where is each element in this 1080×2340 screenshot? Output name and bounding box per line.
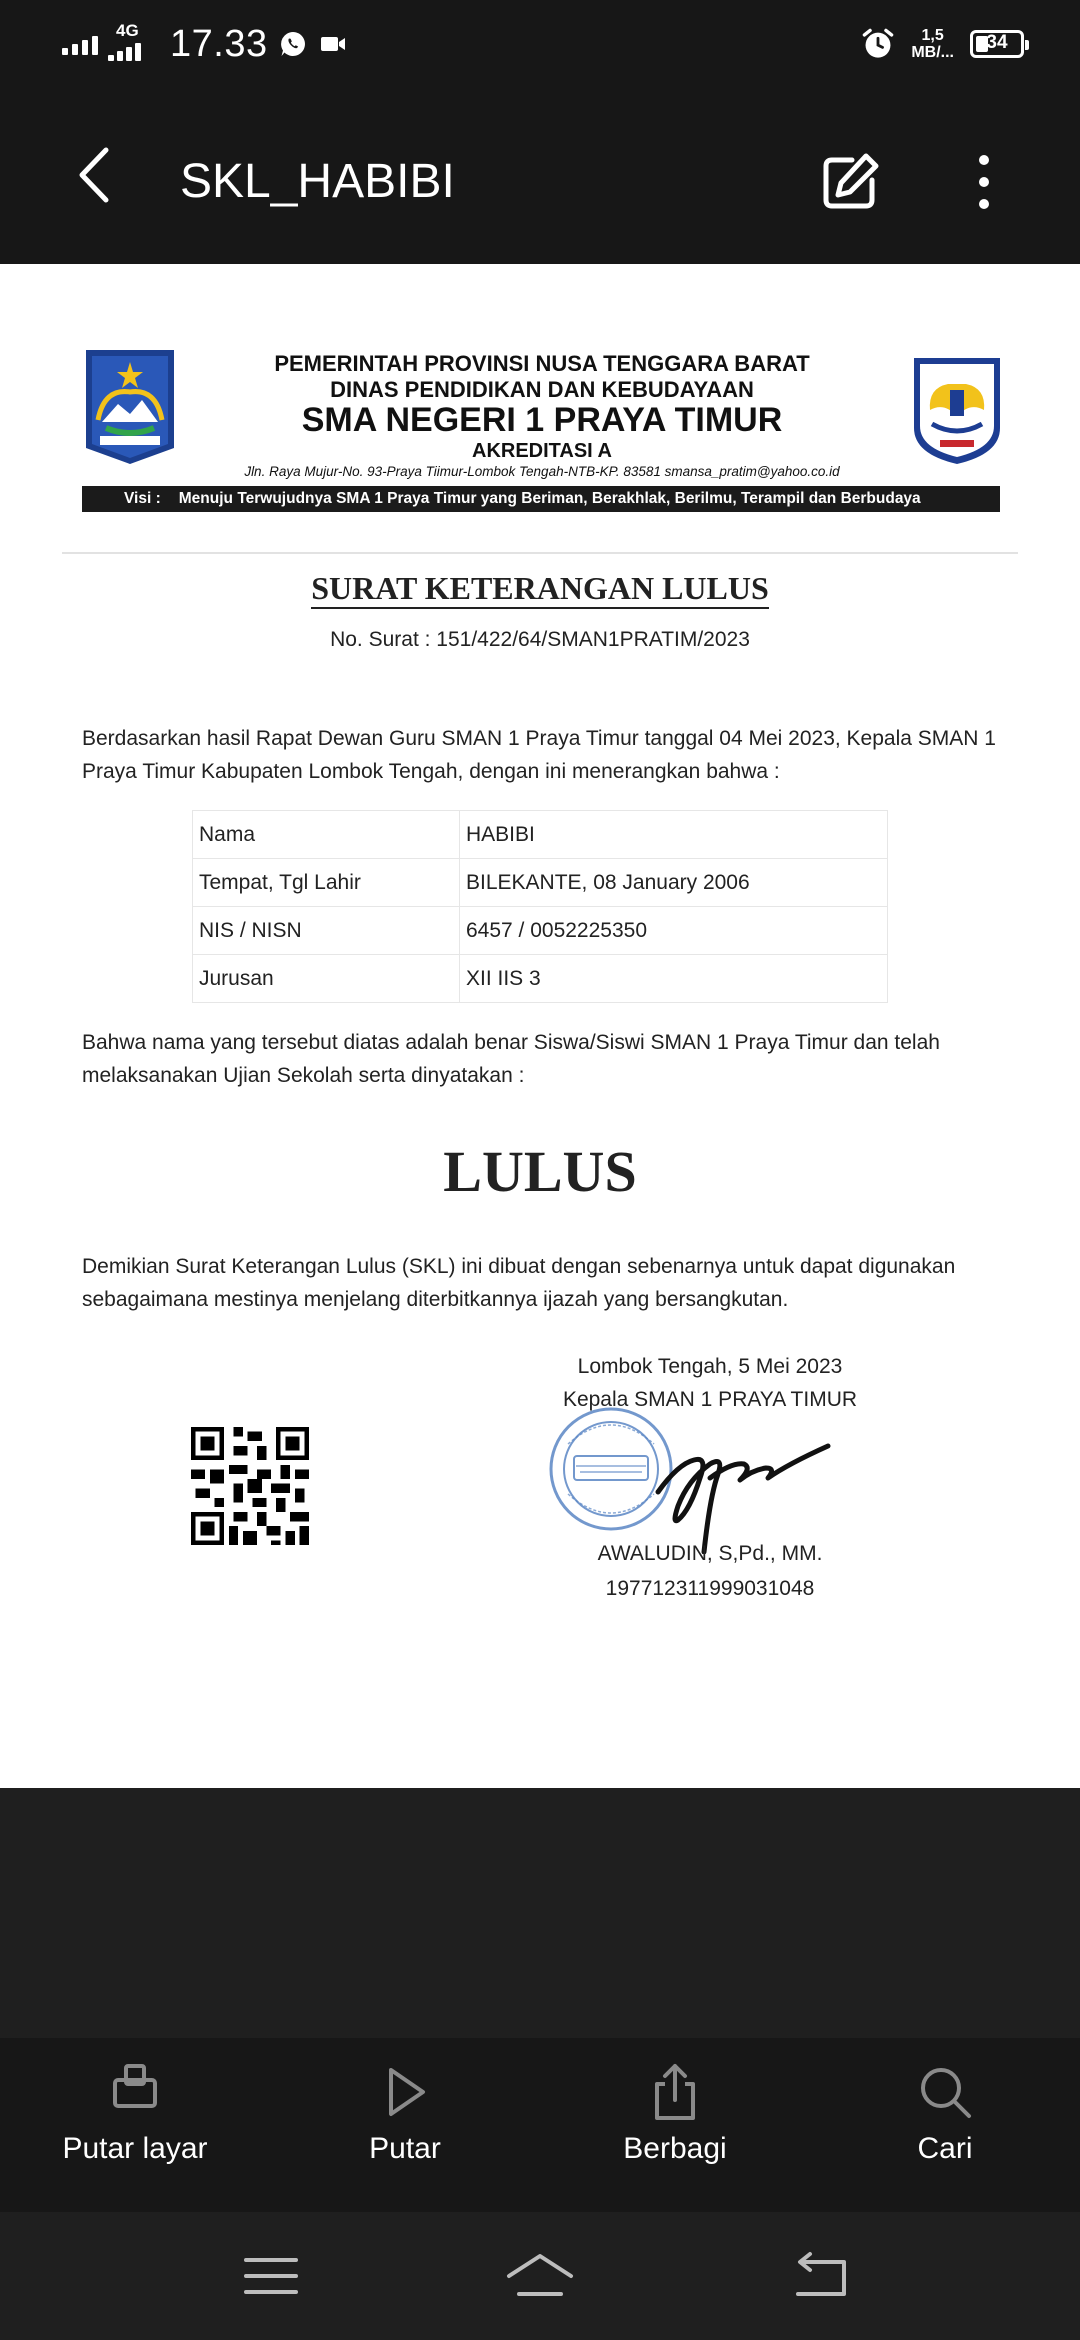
result-heading: LULUS bbox=[443, 1139, 637, 1204]
school-logo bbox=[910, 354, 1004, 466]
signal-strength-icon bbox=[62, 33, 98, 55]
intro-paragraph: Berdasarkan hasil Rapat Dewan Guru SMAN 1 Praya Timur tanggal 04 Mei 2023, Kepala SMAN 1 Praya Timur Kabupaten Lombok Tengah, dengan ini menerangkan bahwa : bbox=[82, 727, 996, 783]
letterhead-department: DINAS PENDIDIKAN DAN KEBUDAYAAN bbox=[330, 377, 754, 402]
statement-paragraph: Bahwa nama yang tersebut diatas adalah benar Siswa/Siswi SMAN 1 Praya Timur dan telah melaksanakan Ujian Sekolah serta dinyatakan : bbox=[82, 1031, 940, 1087]
alarm-icon bbox=[861, 27, 895, 61]
search-button[interactable] bbox=[810, 2060, 1080, 2166]
share-button[interactable] bbox=[540, 2060, 810, 2166]
info-value: BILEKANTE, 08 January 2006 bbox=[460, 859, 888, 907]
province-emblem-logo bbox=[84, 348, 176, 466]
play-icon bbox=[373, 2060, 437, 2124]
place-date: Lombok Tengah, 5 Mei 2023 bbox=[577, 1355, 843, 1378]
letterhead bbox=[82, 348, 1000, 479]
menu-icon[interactable] bbox=[236, 2248, 306, 2304]
letterhead-address: Jln. Raya Mujur-No. 93-Praya Tiimur-Lombok Tengah-NTB-KP. 83581 smansa_pratim@yahoo.co.id bbox=[244, 464, 840, 479]
letterhead-accreditation: AKREDITASI A bbox=[472, 440, 612, 462]
letter-title: SURAT KETERANGAN LULUS bbox=[0, 570, 1080, 607]
back-arrow-icon[interactable] bbox=[62, 140, 132, 210]
document-page[interactable] bbox=[0, 264, 1080, 1788]
more-options-icon[interactable] bbox=[962, 150, 1006, 214]
rotate-screen-icon bbox=[103, 2060, 167, 2124]
bottom-toolbar bbox=[0, 2038, 1080, 2212]
status-bar bbox=[0, 0, 1080, 88]
search-label: Cari bbox=[917, 2132, 973, 2165]
signer-name: AWALUDIN, S,Pd., MM. bbox=[597, 1542, 823, 1565]
info-value: HABIBI bbox=[460, 811, 888, 859]
table-row bbox=[193, 907, 888, 955]
info-label: Nama bbox=[193, 811, 460, 859]
letter-number: No. Surat : 151/422/64/SMAN1PRATIM/2023 bbox=[330, 628, 750, 651]
play-label: Putar bbox=[369, 2132, 441, 2165]
battery-icon bbox=[970, 30, 1024, 58]
student-info-table bbox=[192, 810, 888, 1003]
mobile-data-icon bbox=[108, 21, 156, 61]
closing-paragraph: Demikian Surat Keterangan Lulus (SKL) ini dibuat dengan sebenarnya untuk dapat digunakan sebagaimana mestinya menjelang diterbitkannya ijazah yang bersangkutan. bbox=[82, 1255, 956, 1311]
network-speed: 1,5 MB/... bbox=[911, 27, 954, 61]
clock: 17.33 bbox=[170, 22, 268, 65]
signer-id: 197712311999031048 bbox=[605, 1577, 815, 1600]
document-title: SKL_HABIBI bbox=[180, 155, 455, 208]
info-value: XII IIS 3 bbox=[460, 955, 888, 1003]
info-value: 6457 / 0052225350 bbox=[460, 907, 888, 955]
info-label: Tempat, Tgl Lahir bbox=[193, 859, 460, 907]
qr-code bbox=[191, 1427, 309, 1545]
app-bar bbox=[0, 88, 1080, 264]
info-label: Jurusan bbox=[193, 955, 460, 1003]
rotate-screen-button[interactable] bbox=[0, 2060, 270, 2166]
letterhead-province: PEMERINTAH PROVINSI NUSA TENGGARA BARAT bbox=[274, 351, 810, 376]
share-icon bbox=[643, 2060, 707, 2124]
rotate-screen-label: Putar layar bbox=[62, 2132, 208, 2165]
share-label: Berbagi bbox=[623, 2132, 727, 2165]
table-row bbox=[193, 859, 888, 907]
vision-statement bbox=[82, 486, 1000, 512]
edit-icon[interactable] bbox=[818, 150, 882, 214]
search-icon bbox=[913, 2060, 977, 2124]
signer-position: Kepala SMAN 1 PRAYA TIMUR bbox=[562, 1388, 858, 1411]
letterhead-school-name: SMA NEGERI 1 PRAYA TIMUR bbox=[301, 401, 783, 439]
video-call-icon bbox=[318, 29, 348, 59]
back-icon[interactable] bbox=[788, 2248, 858, 2304]
play-button[interactable] bbox=[270, 2060, 540, 2166]
table-row bbox=[193, 955, 888, 1003]
divider bbox=[62, 552, 1018, 554]
vision-label: Visi : bbox=[124, 490, 161, 507]
system-navigation-bar bbox=[0, 2212, 1080, 2340]
network-type: 4G bbox=[116, 21, 139, 40]
battery-level: 34 bbox=[986, 32, 1008, 53]
table-row bbox=[193, 811, 888, 859]
home-icon[interactable] bbox=[505, 2248, 575, 2304]
info-label: NIS / NISN bbox=[193, 907, 460, 955]
vision-text: Menuju Terwujudnya SMA 1 Praya Timur yang Beriman, Berakhlak, Berilmu, Terampil dan Berbudaya bbox=[178, 490, 921, 507]
whatsapp-icon bbox=[278, 29, 308, 59]
signer-details bbox=[558, 1536, 862, 1606]
